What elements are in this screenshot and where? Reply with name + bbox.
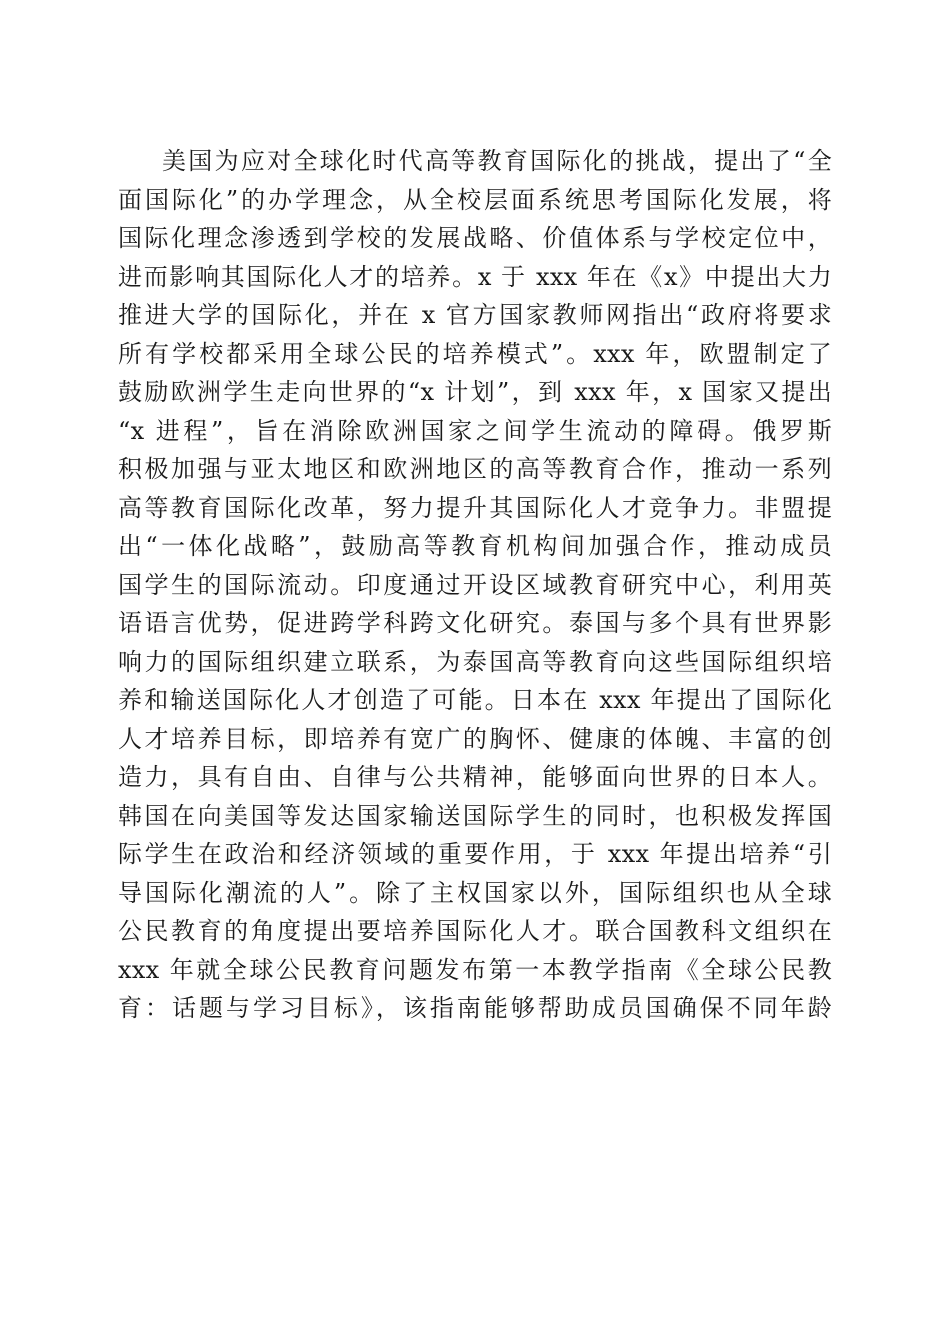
text-line: 韩国在向美国等发达国家输送国际学生的同时，也积极发挥国: [118, 801, 832, 830]
text-line: 鼓励欧洲学生走向世界的“x 计划”，到 xxx 年，x 国家又提出: [118, 378, 832, 406]
text-line: 出“一体化战略”，鼓励高等教育机构间加强合作，推动成员: [118, 532, 832, 560]
text-line: 美国为应对全球化时代高等教育国际化的挑战，提出了“全: [162, 147, 832, 175]
text-line: 所有学校都采用全球公民的培养模式”。xxx 年，欧盟制定了: [118, 339, 832, 368]
text-line: 国学生的国际流动。印度通过开设区域教育研究中心，利用英: [118, 570, 832, 599]
text-line: 国际化理念渗透到学校的发展战略、价值体系与学校定位中，: [118, 224, 832, 252]
text-line: 导国际化潮流的人”。除了主权国家以外，国际组织也从全球: [118, 878, 832, 907]
text-line: 际学生在政治和经济领域的重要作用，于 xxx 年提出培养“引: [118, 840, 832, 868]
text-line: 推进大学的国际化，并在 x 官方国家教师网指出“政府将要求: [118, 301, 832, 329]
text-line: 高等教育国际化改革，努力提升其国际化人才竞争力。非盟提: [118, 493, 832, 522]
text-line: 育：话题与学习目标》，该指南能够帮助成员国确保不同年龄: [118, 994, 832, 1022]
text-line: 积极加强与亚太地区和欧洲地区的高等教育合作，推动一系列: [118, 455, 832, 483]
text-line: 造力，具有自由、自律与公共精神，能够面向世界的日本人。: [118, 763, 832, 791]
text-line: xxx 年就全球公民教育问题发布第一本教学指南《全球公民教: [118, 955, 832, 984]
text-line: 人才培养目标，即培养有宽广的胸怀、健康的体魄、丰富的创: [118, 724, 832, 753]
text-line: 进而影响其国际化人才的培养。x 于 xxx 年在《x》中提出大力: [118, 262, 832, 291]
text-line: 公民教育的角度提出要培养国际化人才。联合国教科文组织在: [118, 917, 832, 945]
text-line: 养和输送国际化人才创造了可能。日本在 xxx 年提出了国际化: [118, 686, 832, 714]
text-line: 语语言优势，促进跨学科跨文化研究。泰国与多个具有世界影: [118, 609, 832, 637]
text-line: 响力的国际组织建立联系，为泰国高等教育向这些国际组织培: [118, 647, 832, 676]
text-line: “x 进程”，旨在消除欧洲国家之间学生流动的障碍。俄罗斯: [118, 416, 832, 445]
text-line: 面国际化”的办学理念，从全校层面系统思考国际化发展，将: [118, 185, 832, 214]
body-paragraph: [118, 142, 832, 1028]
